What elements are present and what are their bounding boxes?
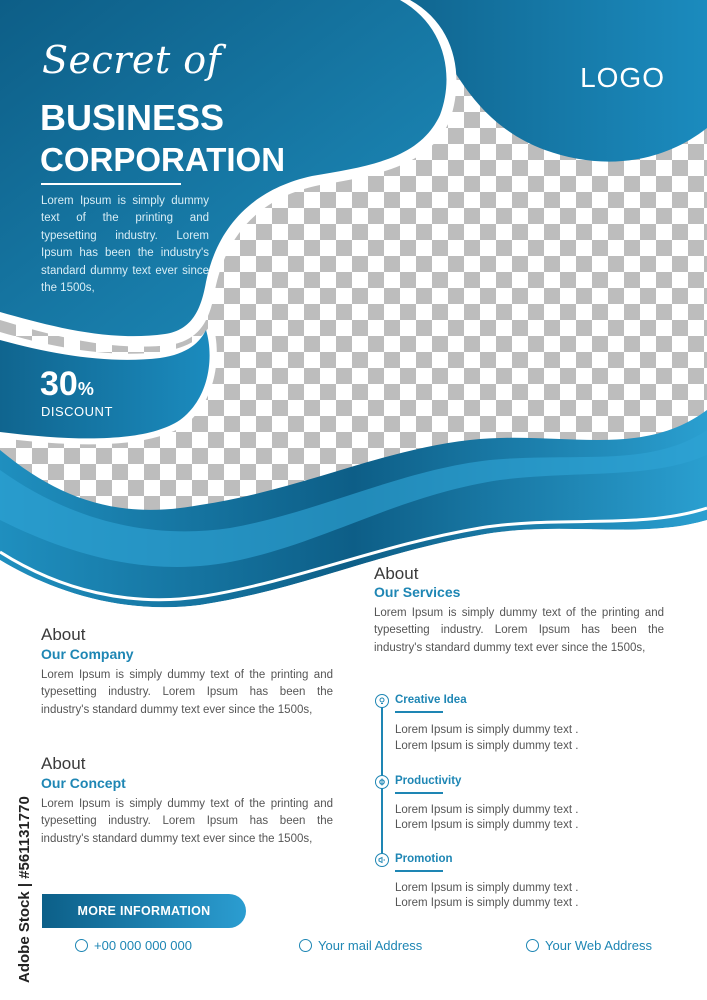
email-text: Your mail Address — [318, 938, 423, 953]
megaphone-icon — [375, 853, 389, 867]
services-subtitle: Our Services — [374, 584, 461, 600]
service-item-line1: Lorem Ipsum is simply dummy text . — [395, 804, 579, 816]
stock-watermark — [12, 770, 34, 985]
title-divider — [41, 183, 181, 185]
title-line-2: CORPORATION — [40, 141, 286, 178]
company-text: Lorem Ipsum is simply dummy text of the printing and typesetting industry. Lorem Ipsum has been the industry's standard dummy text ever since the 1500s, — [41, 669, 333, 716]
phone-text: +00 000 000 000 — [94, 938, 192, 953]
service-item-line1: Lorem Ipsum is simply dummy text . — [395, 882, 579, 894]
contact-phone[interactable] — [75, 938, 192, 953]
service-item-label: Productivity — [395, 775, 462, 787]
concept-title: About — [41, 754, 86, 773]
discount-label: DISCOUNT — [41, 404, 113, 419]
contact-email[interactable] — [299, 938, 422, 953]
bulb-icon — [375, 694, 389, 708]
logo-text: LOGO — [580, 62, 665, 93]
globe-icon — [526, 939, 539, 952]
discount-unit: % — [77, 379, 94, 399]
services-title: About — [374, 564, 419, 583]
title-line-1: BUSINESS — [40, 97, 225, 138]
more-information-button[interactable]: MORE INFORMATION — [42, 894, 246, 928]
service-item-rule — [395, 792, 443, 794]
service-item-rule — [395, 870, 443, 872]
hero-description: Lorem Ipsum is simply dummy text of the printing and typesetting industry. Lorem Ipsum has been the industry's standard dummy text ever since the 1500s, — [41, 195, 209, 295]
svg-text:Adobe Stock | #561131770: Adobe Stock | #561131770 — [16, 796, 33, 983]
script-title: Secret of — [42, 38, 222, 82]
concept-text: Lorem Ipsum is simply dummy text of the printing and typesetting industry. Lorem Ipsum has been the industry's standard dummy text ever since the 1500s, — [41, 798, 333, 845]
services-text: Lorem Ipsum is simply dummy text of the printing and typesetting industry. Lorem Ipsum has been the industry's standard dummy text ever since the 1500s, — [374, 607, 664, 654]
mail-icon — [299, 939, 312, 952]
contact-web[interactable] — [526, 938, 652, 953]
gear-icon — [375, 775, 389, 789]
discount-value — [40, 366, 94, 407]
service-item-label: Creative Idea — [395, 694, 467, 706]
web-text: Your Web Address — [545, 938, 652, 953]
discount-number: 30 — [40, 365, 78, 403]
service-item-rule — [395, 711, 443, 713]
phone-icon — [75, 939, 88, 952]
service-item-line1: Lorem Ipsum is simply dummy text . — [395, 724, 579, 736]
service-item-line2: Lorem Ipsum is simply dummy text . — [395, 819, 579, 831]
service-item-line2: Lorem Ipsum is simply dummy text . — [395, 740, 579, 752]
company-title: About — [41, 625, 86, 644]
concept-subtitle: Our Concept — [41, 775, 126, 791]
service-item-line2: Lorem Ipsum is simply dummy text . — [395, 897, 579, 909]
company-subtitle: Our Company — [41, 646, 134, 662]
service-item-label: Promotion — [395, 853, 453, 865]
